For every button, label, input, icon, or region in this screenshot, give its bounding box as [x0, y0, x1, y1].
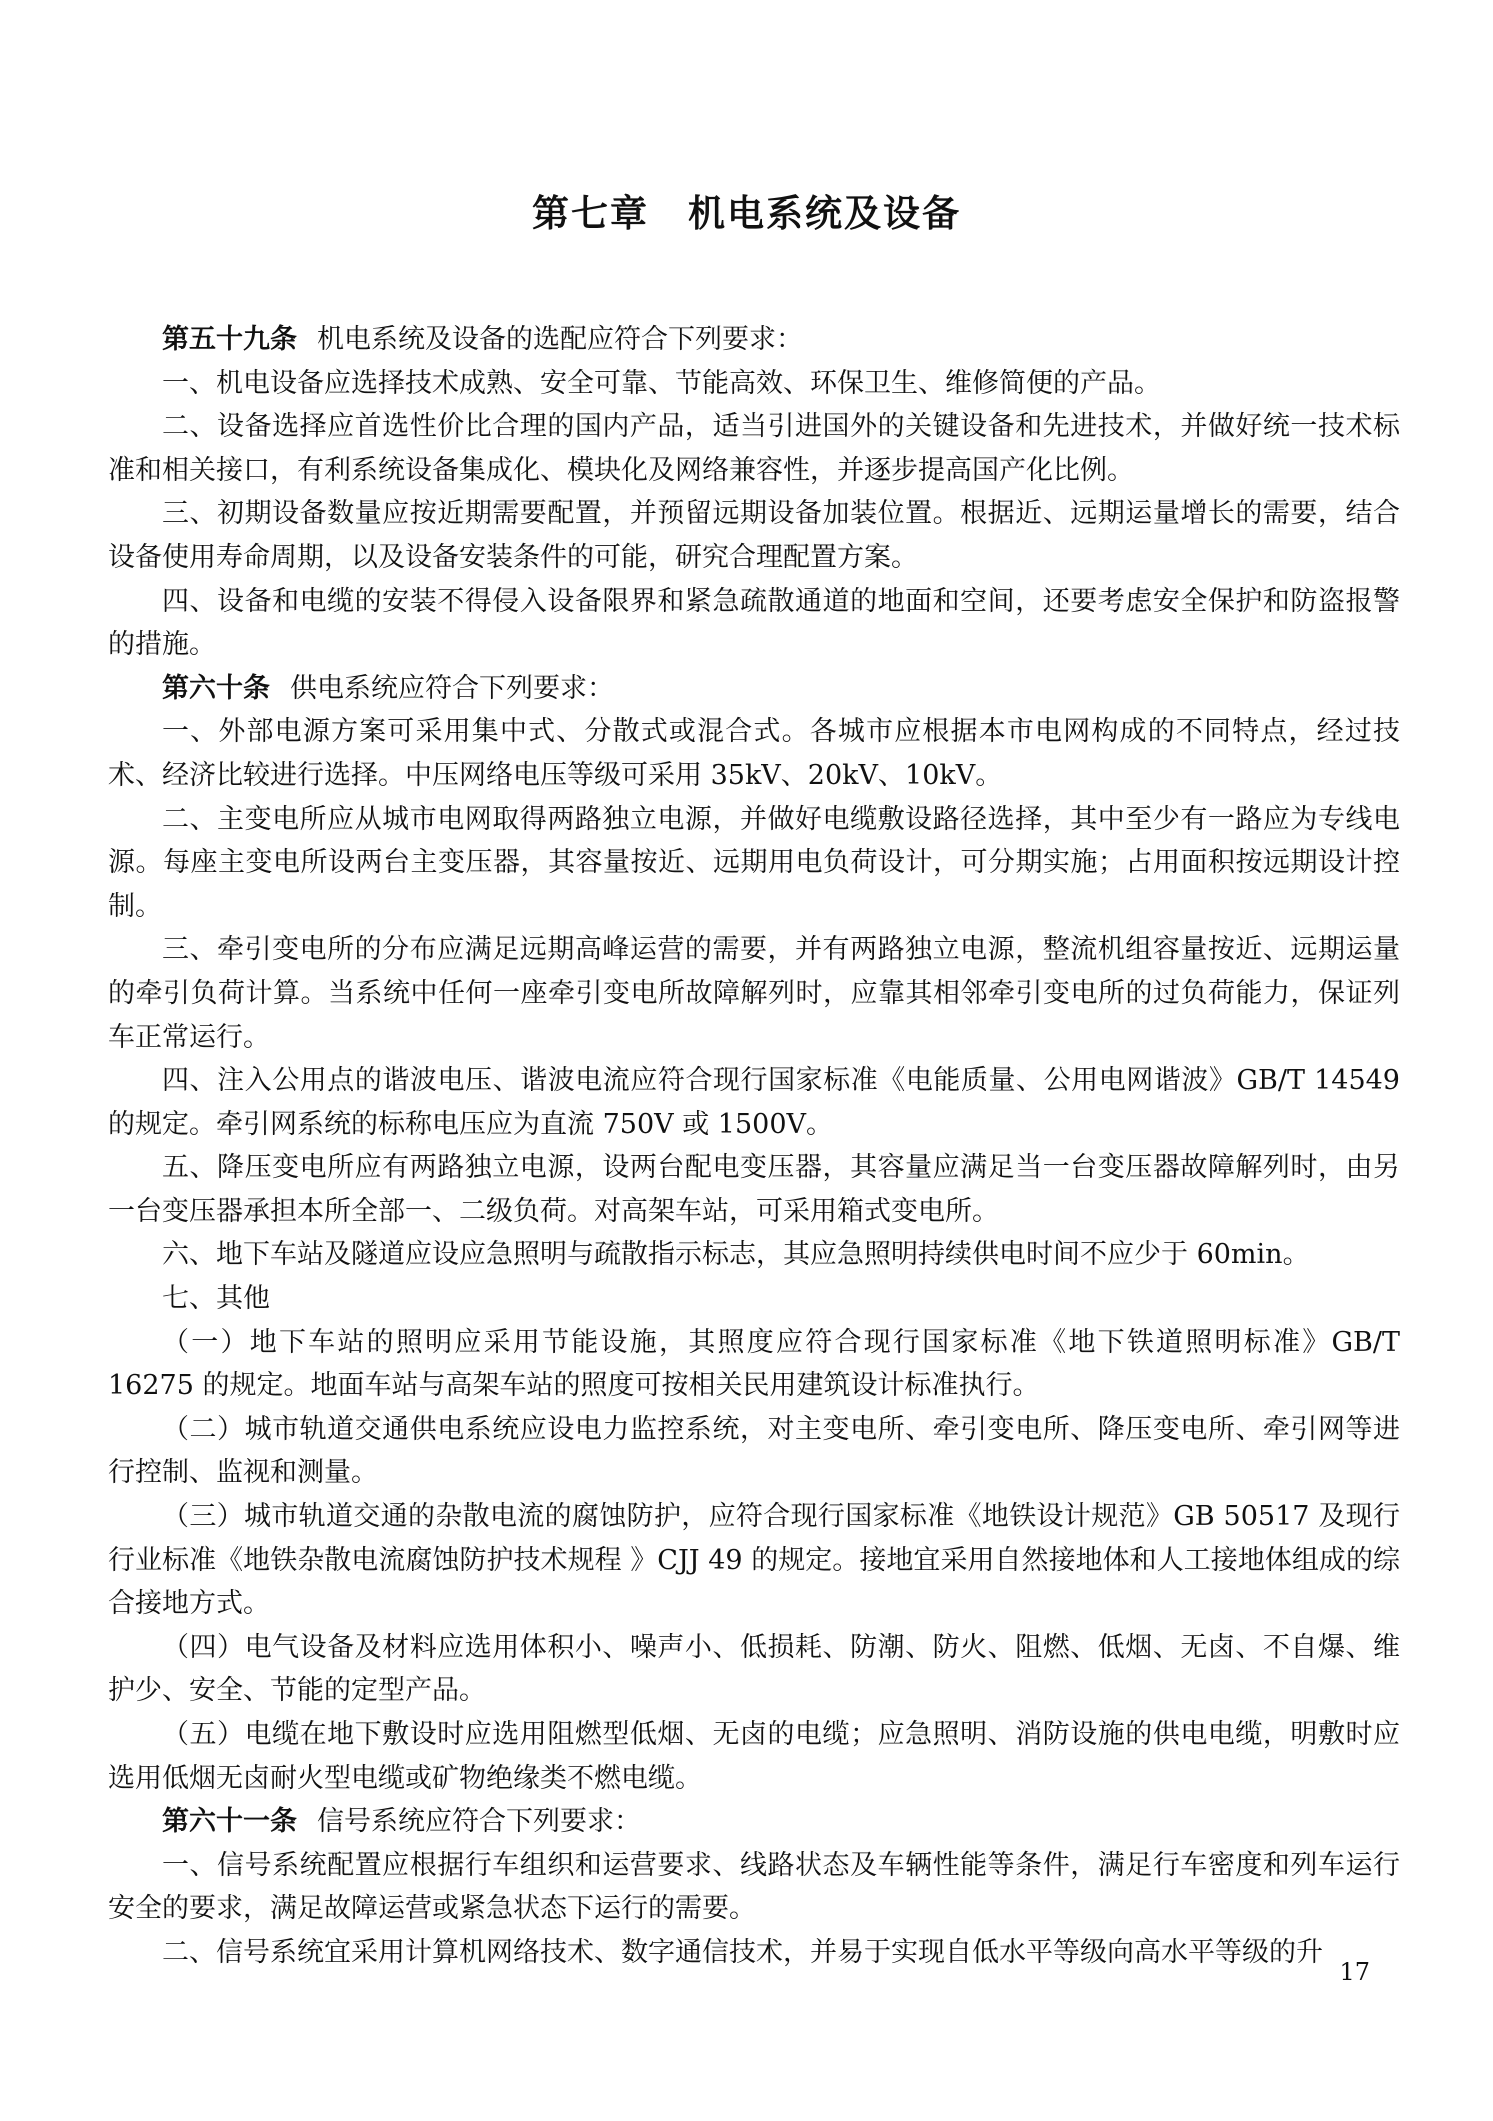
paragraph-text: 一、信号系统配置应根据行车组织和运营要求、线路状态及车辆性能等条件，满足行车密度和列车运行安全的要求，满足故障运营或紧急状态下运行的需要。: [108, 1849, 1400, 1925]
paragraph-text: （二）城市轨道交通供电系统应设电力监控系统，对主变电所、牵引变电所、降压变电所、牵引网等进行控制、监视和测量。: [108, 1413, 1400, 1489]
paragraph-text: 二、主变电所应从城市电网取得两路独立电源，并做好电缆敷设路径选择，其中至少有一路应为专线电源。每座主变电所设两台主变压器，其容量按近、远期用电负荷设计，可分期实施；占用面积按远期设计控制。: [108, 803, 1400, 922]
paragraph: [108, 667, 1400, 711]
paragraph-text: （五）电缆在地下敷设时应选用阻燃型低烟、无卤的电缆；应急照明、消防设施的供电电缆，明敷时应选用低烟无卤耐火型电缆或矿物绝缘类不燃电缆。: [108, 1719, 1400, 1794]
paragraph-text: 二、信号系统宜采用计算机网络技术、数字通信技术，并易于实现自低水平等级向高水平等级的升: [162, 1936, 1323, 1968]
paragraph-text: 五、降压变电所应有两路独立电源，设两台配电变压器，其容量应满足当一台变压器故障解列时，由另一台变压器承担本所全部一、二级负荷。对高架车站，可采用箱式变电所。: [108, 1152, 1400, 1227]
paragraph-text: 一、外部电源方案可采用集中式、分散式或混合式。各城市应根据本市电网构成的不同特点，经过技术、经济比较进行选择。中压网络电压等级可采用 35kV、20kV、10kV。: [108, 716, 1400, 791]
paragraph: [108, 1626, 1400, 1713]
paragraph: [108, 318, 1400, 362]
paragraph: [108, 405, 1400, 492]
paragraph-text: 一、机电设备应选择技术成熟、安全可靠、节能高效、环保卫生、维修简便的产品。: [162, 367, 1161, 399]
paragraph-text: 机电系统及设备的选配应符合下列要求：: [317, 324, 803, 355]
chapter-title: 第七章 机电系统及设备: [532, 192, 961, 235]
paragraph: [108, 1408, 1400, 1495]
paragraph: [108, 1059, 1400, 1146]
paragraph: [108, 1844, 1400, 1931]
paragraph-text: 三、牵引变电所的分布应满足远期高峰运营的需要，并有两路独立电源，整流机组容量按近、远期运量的牵引负荷计算。当系统中任何一座牵引变电所故障解列时，应靠其相邻牵引变电所的过负荷能力，保证列车正常运行。: [108, 934, 1400, 1053]
paragraph-text: 二、设备选择应首选性价比合理的国内产品，适当引进国外的关键设备和先进技术，并做好统一技术标准和相关接口，有利系统设备集成化、模块化及网络兼容性，并逐步提高国产化比例。: [108, 411, 1400, 486]
paragraph: [108, 928, 1400, 1059]
paragraph: [108, 580, 1400, 667]
paragraph: [108, 492, 1400, 579]
paragraph: [108, 1931, 1400, 1975]
paragraph-text: 供电系统应符合下列要求：: [290, 672, 614, 704]
paragraph-text: （四）电气设备及材料应选用体积小、噪声小、低损耗、防潮、防火、阻燃、低烟、无卤、不自爆、维护少、安全、节能的定型产品。: [108, 1631, 1400, 1707]
paragraph-text: 三、初期设备数量应按近期需要配置，并预留远期设备加装位置。根据近、远期运量增长的需要，结合设备使用寿命周期，以及设备安装条件的可能，研究合理配置方案。: [108, 498, 1400, 573]
paragraph: [108, 798, 1400, 929]
paragraph: [108, 1321, 1400, 1408]
article-heading: 第六十一条: [162, 1806, 297, 1838]
paragraph-text: 七、其他: [162, 1283, 270, 1315]
paragraph: [108, 710, 1400, 797]
paragraph: [108, 1277, 1400, 1321]
document-body: [108, 318, 1400, 1975]
paragraph: [108, 1146, 1400, 1233]
paragraph: [108, 1233, 1400, 1277]
paragraph-text: 信号系统应符合下列要求：: [317, 1806, 641, 1838]
paragraph: [108, 1800, 1400, 1844]
paragraph: [108, 1495, 1400, 1626]
article-heading: 第五十九条: [162, 324, 297, 355]
paragraph-text: （一）地下车站的照明应采用节能设施，其照度应符合现行国家标准《地下铁道照明标准》GB/T 16275 的规定。地面车站与高架车站的照度可按相关民用建筑设计标准执行。: [108, 1326, 1400, 1402]
paragraph-text: 四、设备和电缆的安装不得侵入设备限界和紧急疏散通道的地面和空间，还要考虑安全保护和防盗报警的措施。: [108, 585, 1400, 661]
article-heading: 第六十条: [162, 672, 270, 704]
paragraph-text: （三）城市轨道交通的杂散电流的腐蚀防护，应符合现行国家标准《地铁设计规范》GB 50517 及现行行业标准《地铁杂散电流腐蚀防护技术规程 》CJJ 49 的规定。接地宜采用自然接地体和人工接地体组成的综合接地方式。: [108, 1501, 1400, 1620]
paragraph-text: 四、注入公用点的谐波电压、谐波电流应符合现行国家标准《电能质量、公用电网谐波》GB/T 14549 的规定。牵引网系统的标称电压应为直流 750V 或 1500V。: [108, 1065, 1400, 1140]
paragraph: [108, 1713, 1400, 1800]
page-number: 17: [1339, 1958, 1370, 1986]
paragraph-text: 六、地下车站及隧道应设应急照明与疏散指示标志，其应急照明持续供电时间不应少于 60min。: [162, 1239, 1310, 1271]
paragraph: [108, 362, 1400, 406]
